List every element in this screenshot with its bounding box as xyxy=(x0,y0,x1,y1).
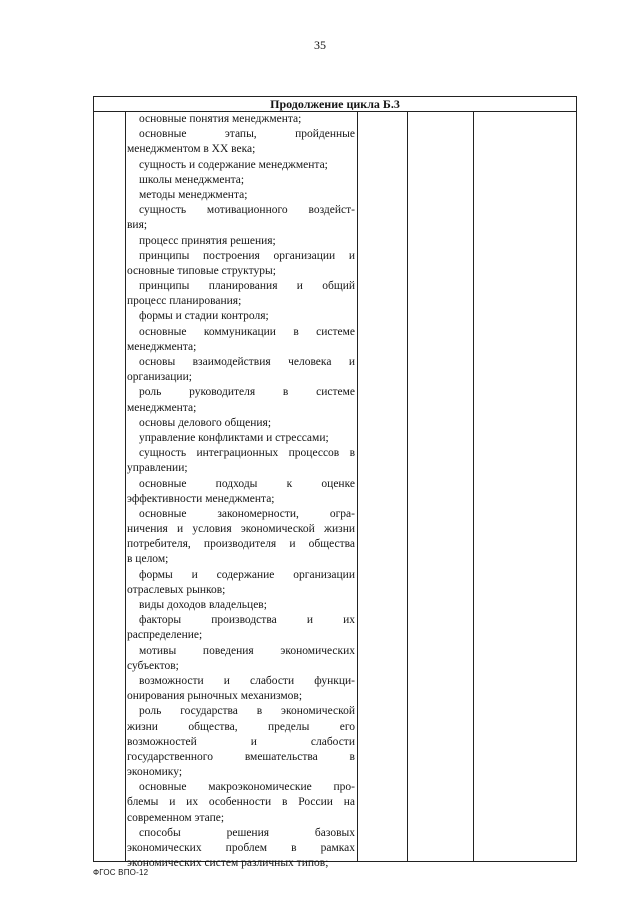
content-line: школы менеджмента; xyxy=(139,173,245,186)
content-line: сущность и содержание менеджмента; xyxy=(139,158,328,171)
content-line: возможности и слабости функци- xyxy=(139,674,355,687)
content-line: жизни общества, пределы его xyxy=(127,720,355,733)
footer-label: ФГОС ВПО-12 xyxy=(93,868,149,877)
column-divider xyxy=(473,111,474,861)
content-line: процесс принятия решения; xyxy=(139,234,276,247)
table-content-cell xyxy=(127,112,355,871)
content-line: виды доходов владельцев; xyxy=(139,599,267,611)
content-line: потребителя, производителя и общества xyxy=(127,538,355,551)
content-line: основные понятия менеджмента; xyxy=(139,113,302,125)
content-line: управление конфликтами и стрессами; xyxy=(139,431,329,444)
content-line: принципы планирования и общий xyxy=(139,280,355,293)
content-line: субъектов; xyxy=(127,659,179,672)
column-divider xyxy=(125,111,126,861)
content-line: формы и стадии контроля; xyxy=(139,310,269,323)
content-line: процесс планирования; xyxy=(127,295,242,308)
content-line: экономику; xyxy=(127,766,183,779)
content-line: государственного вмешательства в xyxy=(127,750,355,763)
content-line: блемы и их особенности в России на xyxy=(127,796,355,809)
content-line: методы менеджмента; xyxy=(139,188,248,201)
content-line: экономических систем различных типов; xyxy=(127,857,329,870)
content-line: ничения и условия экономической жизни xyxy=(127,523,355,536)
column-divider xyxy=(407,111,408,861)
content-line: современном этапе; xyxy=(127,811,225,824)
content-line: сущность мотивационного воздейст- xyxy=(139,204,355,217)
content-line: менеджментом в XX века; xyxy=(127,143,256,156)
column-divider xyxy=(357,111,358,861)
content-line: формы и содержание организации xyxy=(139,568,355,581)
content-line: роль руководителя в системе xyxy=(139,386,355,399)
content-line: отраслевых рынков; xyxy=(127,583,226,596)
content-line: вия; xyxy=(127,219,148,232)
content-line: основные макроэкономические про- xyxy=(139,781,355,794)
content-line: менеджмента; xyxy=(127,340,197,353)
page-number: 35 xyxy=(314,38,326,52)
content-line: управлении; xyxy=(127,462,188,475)
content-line: основные коммуникации в системе xyxy=(139,325,355,338)
content-line: менеджмента; xyxy=(127,401,197,414)
content-line: роль государства в экономической xyxy=(139,705,355,718)
content-line: экономических проблем в рамках xyxy=(127,842,355,854)
content-line: сущность интеграционных процессов в xyxy=(139,447,355,460)
content-line: основы делового общения; xyxy=(139,416,272,429)
content-line: возможностей и слабости xyxy=(127,735,355,748)
content-line: факторы производства и их xyxy=(139,614,355,627)
content-line: мотивы поведения экономических xyxy=(139,644,355,657)
content-line: организации; xyxy=(127,371,192,384)
content-line: эффективности менеджмента; xyxy=(127,492,275,505)
curriculum-table xyxy=(93,96,577,870)
content-line: в целом; xyxy=(127,553,169,566)
content-line: основные подходы к оценке xyxy=(139,477,355,490)
content-line: основные закономерности, огра- xyxy=(139,507,355,520)
content-line: онирования рыночных механизмов; xyxy=(127,690,303,703)
content-line: основные этапы, пройденные xyxy=(139,128,355,141)
content-line: принципы построения организации и xyxy=(139,249,355,262)
content-line: основные типовые структуры; xyxy=(127,264,276,277)
table-header: Продолжение цикла Б.3 xyxy=(94,97,576,112)
content-line: распределение; xyxy=(127,629,203,642)
content-line: способы решения базовых xyxy=(139,826,355,839)
content-line: основы взаимодействия человека и xyxy=(139,356,355,368)
